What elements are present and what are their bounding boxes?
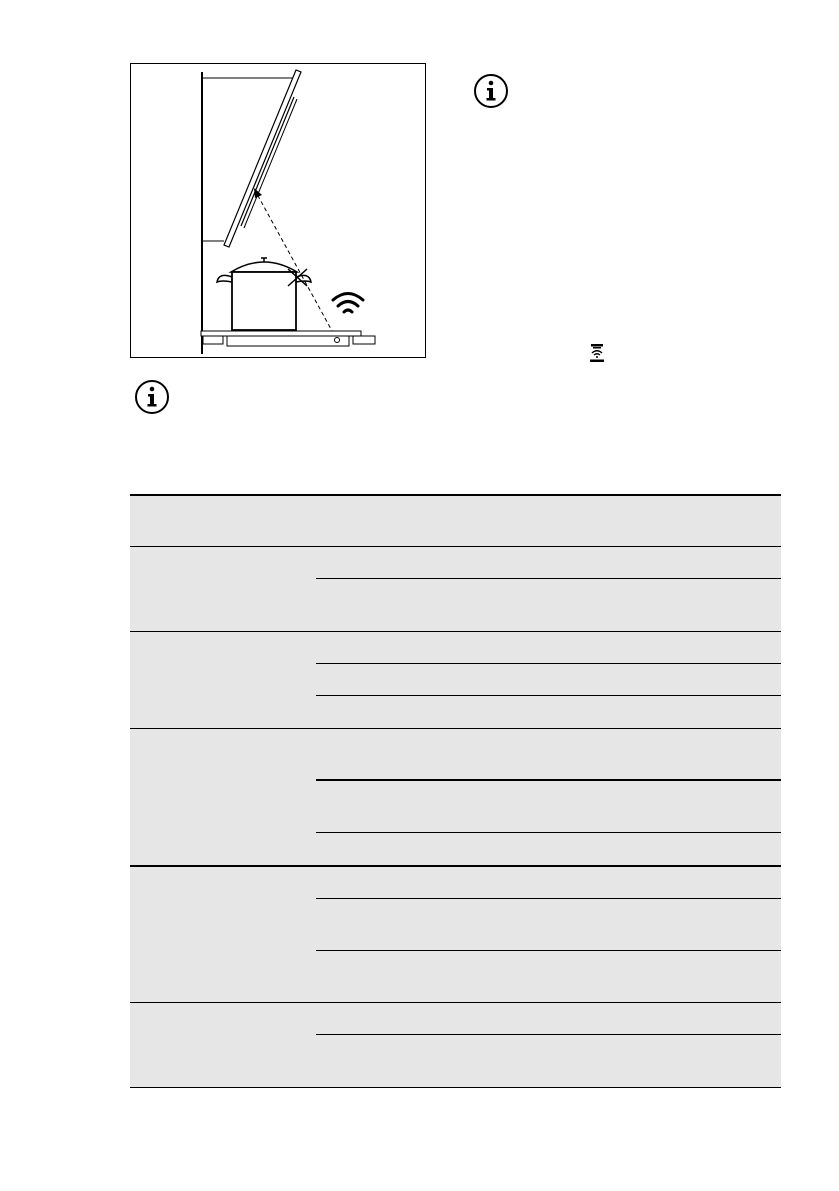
table-row (316, 547, 781, 579)
table-row (316, 729, 781, 781)
group-label (130, 867, 316, 1002)
table-group (130, 1003, 781, 1088)
settings-table (130, 494, 781, 1088)
cooker-hood-icon (224, 70, 301, 247)
table-row (316, 1035, 781, 1087)
hob-hood-connectivity-icon (589, 344, 605, 362)
table-row (316, 867, 781, 899)
table-group (130, 729, 781, 867)
table-row (316, 632, 781, 664)
group-label (130, 729, 316, 865)
table-row (316, 696, 781, 728)
pot-icon (217, 258, 311, 330)
table-header (130, 494, 781, 547)
info-icon (473, 73, 509, 109)
group-label (130, 547, 316, 631)
hob-hood-illustration (130, 63, 426, 358)
table-group (130, 547, 781, 632)
table-group (130, 632, 781, 729)
table-row (316, 833, 781, 865)
hob-icon (201, 331, 375, 346)
table-group (130, 867, 781, 1003)
group-label (130, 1003, 316, 1087)
group-label (130, 632, 316, 728)
table-row (316, 579, 781, 631)
table-row (316, 664, 781, 696)
table-row (316, 1003, 781, 1035)
table-row (316, 951, 781, 1002)
wifi-signal-icon (333, 294, 363, 313)
info-icon (134, 379, 170, 415)
table-row (316, 899, 781, 951)
table-row (316, 781, 781, 833)
